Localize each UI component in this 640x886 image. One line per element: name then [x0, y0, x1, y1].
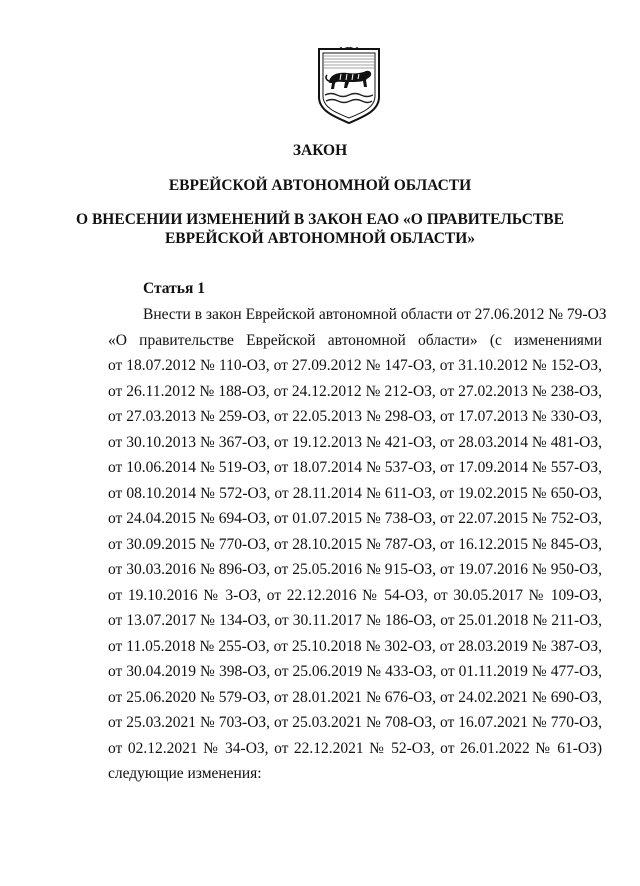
- law-subject-line-1: О ВНЕСЕНИИ ИЗМЕНЕНИЙ В ЗАКОН ЕАО «О ПРАВИТЕЛЬСТВЕ: [76, 211, 564, 228]
- article-text-line: от 25.03.2021 № 703-ОЗ, от 25.03.2021 № 708-ОЗ, от 16.07.2021 № 770-ОЗ,: [108, 714, 602, 731]
- article-text-line: от 11.05.2018 № 255-ОЗ, от 25.10.2018 № 302-ОЗ, от 28.03.2019 № 387-ОЗ,: [108, 638, 602, 655]
- article-heading: Статья 1: [143, 280, 205, 297]
- article-text-line: от 08.10.2014 № 572-ОЗ, от 28.11.2014 № 611-ОЗ, от 19.02.2015 № 650-ОЗ,: [108, 485, 602, 502]
- article-text-line: от 30.10.2013 № 367-ОЗ, от 19.12.2013 № 421-ОЗ, от 28.03.2014 № 481-ОЗ,: [108, 434, 602, 451]
- article-text-line: от 27.03.2013 № 259-ОЗ, от 22.05.2013 № 298-ОЗ, от 17.07.2013 № 330-ОЗ,: [108, 408, 602, 425]
- article-text-line: следующие изменения:: [108, 765, 262, 782]
- region-title: ЕВРЕЙСКОЙ АВТОНОМНОЙ ОБЛАСТИ: [168, 177, 472, 194]
- law-subject-line-2: ЕВРЕЙСКОЙ АВТОНОМНОЙ ОБЛАСТИ»: [164, 230, 476, 247]
- article-text-line: от 30.03.2016 № 896-ОЗ, от 25.05.2016 № 915-ОЗ, от 19.07.2016 № 950-ОЗ,: [108, 561, 602, 578]
- article-text-line: от 25.06.2020 № 579-ОЗ, от 28.01.2021 № 676-ОЗ, от 24.02.2021 № 690-ОЗ,: [108, 689, 602, 706]
- article-text-line: от 24.04.2015 № 694-ОЗ, от 01.07.2015 № 738-ОЗ, от 22.07.2015 № 752-ОЗ,: [108, 510, 602, 527]
- article-text-line: Внести в закон Еврейской автономной области от 27.06.2012 № 79-ОЗ: [143, 306, 607, 323]
- article-text-line: от 02.12.2021 № 34-ОЗ, от 22.12.2021 № 52-ОЗ, от 26.01.2022 № 61-ОЗ): [108, 740, 602, 757]
- article-text-line: от 13.07.2017 № 134-ОЗ, от 30.11.2017 № 186-ОЗ, от 25.01.2018 № 211-ОЗ,: [108, 612, 602, 629]
- law-label: ЗАКОН: [292, 142, 348, 159]
- article-text-line: от 19.10.2016 № 3-ОЗ, от 22.12.2016 № 54-ОЗ, от 30.05.2017 № 109-ОЗ,: [108, 587, 602, 604]
- article-text-line: от 30.04.2019 № 398-ОЗ, от 25.06.2019 № 433-ОЗ, от 01.11.2019 № 477-ОЗ,: [108, 663, 602, 680]
- article-text-line: «О правительстве Еврейской автономной области» (с изменениями: [108, 332, 602, 349]
- article-text-line: от 18.07.2012 № 110-ОЗ, от 27.09.2012 № 147-ОЗ, от 31.10.2012 № 152-ОЗ,: [108, 357, 602, 374]
- article-text-line: от 26.11.2012 № 188-ОЗ, от 24.12.2012 № 212-ОЗ, от 27.02.2013 № 238-ОЗ,: [108, 383, 602, 400]
- article-text-line: от 10.06.2014 № 519-ОЗ, от 18.07.2014 № 537-ОЗ, от 17.09.2014 № 557-ОЗ,: [108, 459, 602, 476]
- coat-of-arms-emblem: [317, 47, 381, 125]
- article-text-line: от 30.09.2015 № 770-ОЗ, от 28.10.2015 № 787-ОЗ, от 16.12.2015 № 845-ОЗ,: [108, 536, 602, 553]
